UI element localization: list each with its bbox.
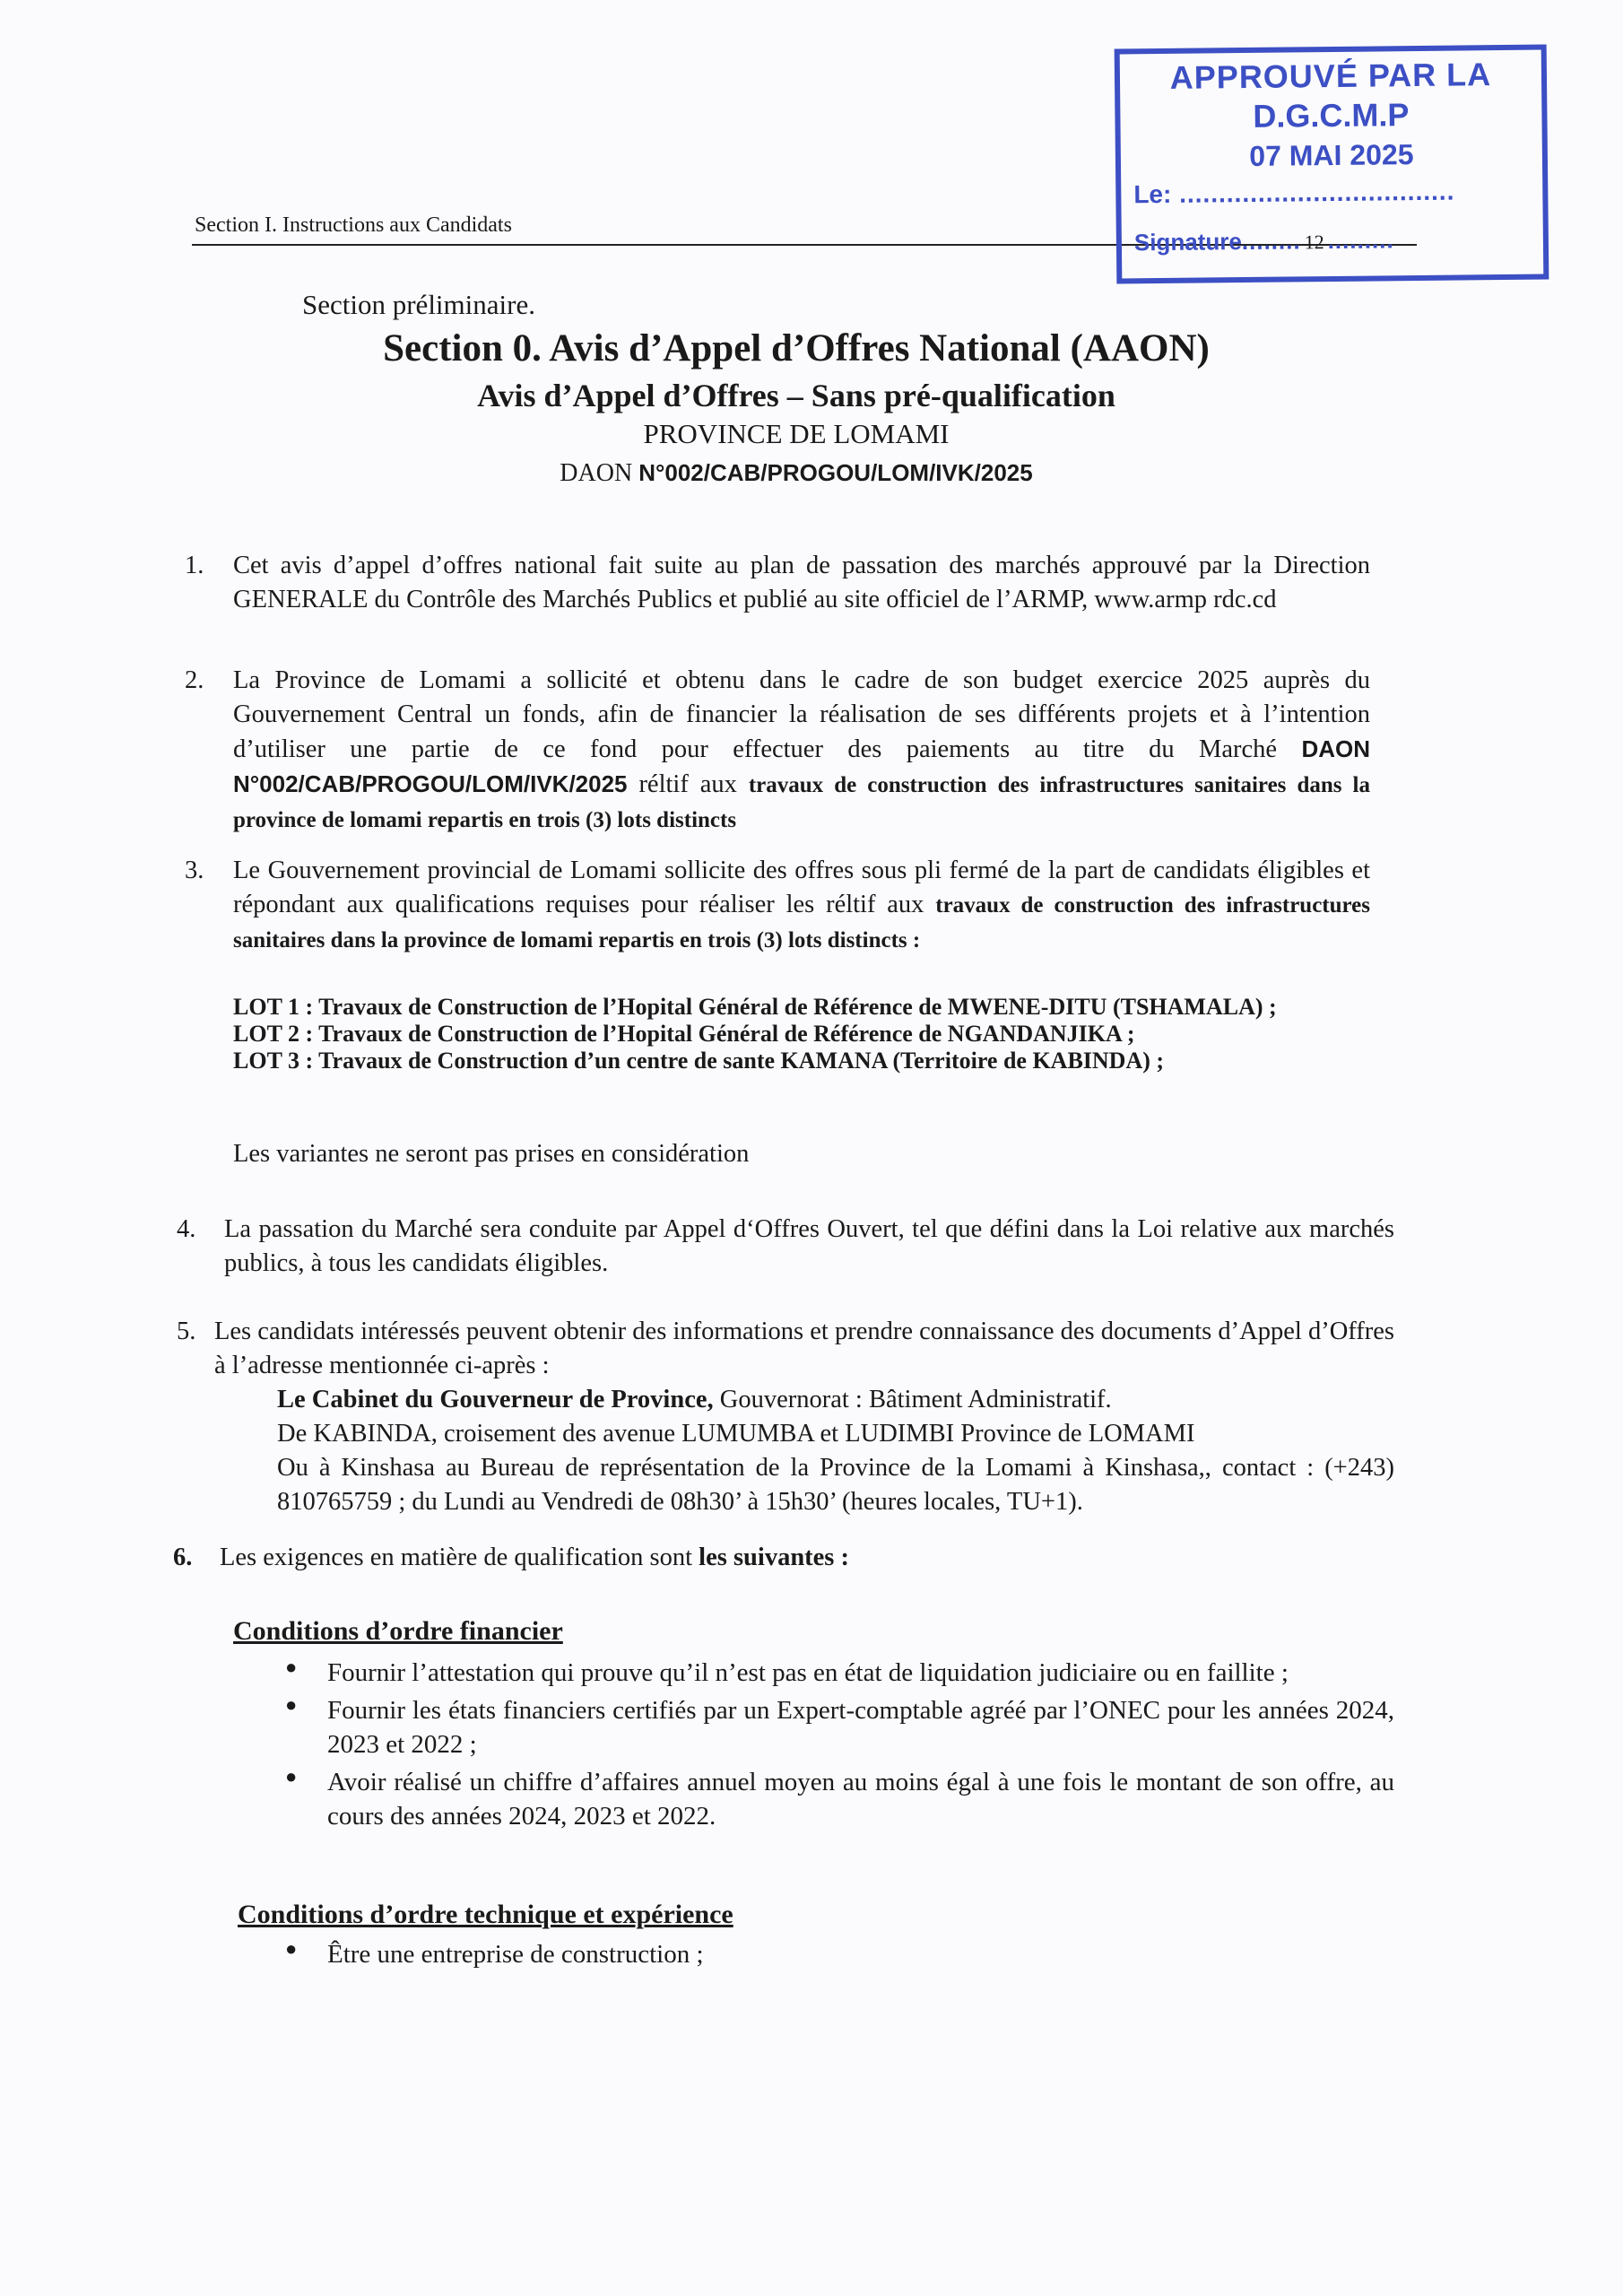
item-number: 3. — [185, 857, 204, 884]
financial-conditions-heading: Conditions d’ordre financier — [233, 1616, 563, 1646]
item-1: Cet avis d’appel d’offres national fait suite au plan de passation des marchés approuvé par la Direction GENERALE du Contrôle des Marchés Publics et publié au site officiel de l’ARMP, www.armp rdc.cd — [233, 552, 1370, 613]
approval-stamp — [1115, 44, 1549, 283]
address-line: De KABINDA, croisement des avenue LUMUMBA et LUDIMBI Province de LOMAMI — [277, 1420, 1195, 1448]
stamp-date: 07 MAI 2025 — [1249, 138, 1414, 172]
lot-1: LOT 1 : Travaux de Construction de l’Hopital Général de Référence de MWENE-DITU (TSHAMALA) ; — [233, 994, 1277, 1020]
item-2: La Province de Lomami a sollicité et obtenu dans le cadre de son budget exercice 2025 auprès du Gouvernement Central un fonds, afin de financier la réalisation de ses différents projets et à l’intention d’utiliser une partie de ce fond pour effectuer des paiements au titre du Marché DAON N°002/CAB/PROGOU/LOM/IVK/2025 réltif aux travaux de construction des infrastructures sanitaires dans la province de lomami repartis en trois (3) lots distincts — [233, 666, 1370, 832]
page-number: 12 — [1304, 230, 1324, 254]
bullet-icon: ● — [285, 1765, 298, 1787]
stamp-le-label: Le: — [1133, 179, 1172, 209]
item-6: Les exigences en matière de qualification sont les suivantes : — [220, 1544, 850, 1571]
stamp-date-row — [1133, 176, 1533, 211]
technical-conditions-heading: Conditions d’ordre technique et expérience — [238, 1900, 733, 1929]
item-4: La passation du Marché sera conduite par Appel d‘Offres Ouvert, tel que défini dans la Loi relative aux marchés publics, à tous les candidats éligibles. — [224, 1215, 1394, 1277]
daon-reference: DAON N°002/CAB/PROGOU/LOM/IVK/2025 — [560, 459, 1033, 487]
stamp-dots: ................................... — [1171, 177, 1455, 208]
item-number: 6. — [173, 1544, 193, 1571]
address-line: Ou à Kinshasa au Bureau de représentation de la Province de la Lomami à Kinshasa,, contact : (+243) 810765759 ; du Lundi au Vendredi de 08h30’ à 15h30’ (heures locales, TU+1). — [277, 1454, 1394, 1516]
armp-link[interactable]: www.armp — [1094, 586, 1207, 613]
item-number: 2. — [185, 666, 204, 694]
item-number: 1. — [185, 552, 204, 579]
section-prelim: Section préliminaire. — [302, 289, 535, 320]
bullet-icon: ● — [285, 1656, 298, 1678]
item-3: Le Gouvernement provincial de Lomami sollicite des offres sous pli fermé de la part de candidats éligibles et répondant aux qualifications requises pour réaliser les réltif aux travaux de construction des infrastructures sanitaires dans la province de lomami repartis en trois (3) lots distincts : — [233, 857, 1371, 952]
item-5: Les candidats intéressés peuvent obtenir des informations et prendre connaissance des documents d’Appel d’Offres à l’adresse mentionnée ci-après : Le Cabinet du Gouverneur de Province, Gouvernorat : Bâtiment Administratif. De KABINDA, croisement des avenue LUMUMBA et LUDIMBI Province de LOMAMI Ou à Kinshasa au Bureau de représentation de la Province de la Lomami à Kinshasa,, contact : (+243) 810765759 ; du Lundi au Vendredi de 08h30’ à 15h30’ (heures locales, TU+1). — [214, 1315, 1394, 1519]
running-header: Section I. Instructions aux Candidats — [195, 213, 512, 237]
address-line: Le Cabinet du Gouverneur de Province, Gouvernorat : Bâtiment Administratif. — [277, 1386, 1112, 1413]
stamp-line2: D.G.C.M.P — [1253, 96, 1410, 135]
stamp-signature-label: Signature — [1133, 228, 1242, 257]
technical-conditions-list: ● Être une entreprise de construction ; — [285, 1937, 1394, 1971]
stamp-dots: ......... — [1327, 226, 1394, 255]
bullet-icon: ● — [285, 1693, 298, 1716]
stamp-line1: APPROUVÉ PAR LA — [1169, 56, 1492, 96]
stamp-dots: ........ — [1241, 227, 1301, 256]
document-title: Section 0. Avis d’Appel d’Offres National (AAON) — [383, 327, 1210, 370]
lot-2: LOT 2 : Travaux de Construction de l’Hopital Général de Référence de NGANDANJIKA ; — [233, 1021, 1135, 1047]
bullet-icon: ● — [285, 1937, 298, 1960]
document-subtitle: Avis d’Appel d’Offres – Sans pré-qualification — [477, 378, 1115, 413]
item-number: 4. — [177, 1215, 196, 1243]
lot-3: LOT 3 : Travaux de Construction d’un centre de sante KAMANA (Territoire de KABINDA) ; — [233, 1048, 1165, 1074]
province-title: PROVINCE DE LOMAMI — [643, 418, 950, 449]
stamp-signature-row — [1134, 221, 1534, 263]
lots-list — [233, 994, 1277, 1074]
item-number: 5. — [177, 1318, 196, 1345]
financial-conditions-list: ● Fournir l’attestation qui prouve qu’il n’est pas en état de liquidation judiciaire ou en faillite ; ● Fournir les états financiers certifiés par un Expert-comptable agréé par l’ONEC pour les années 2024, 2023 et 2022 ; ● Avoir réalisé un chiffre d’affaires annuel moyen au moins égal à une fois le montant de son offre, au cours des années 2024, 2023 et 2022. — [285, 1656, 1394, 1833]
variantes-note: Les variantes ne seront pas prises en considération — [233, 1140, 750, 1168]
